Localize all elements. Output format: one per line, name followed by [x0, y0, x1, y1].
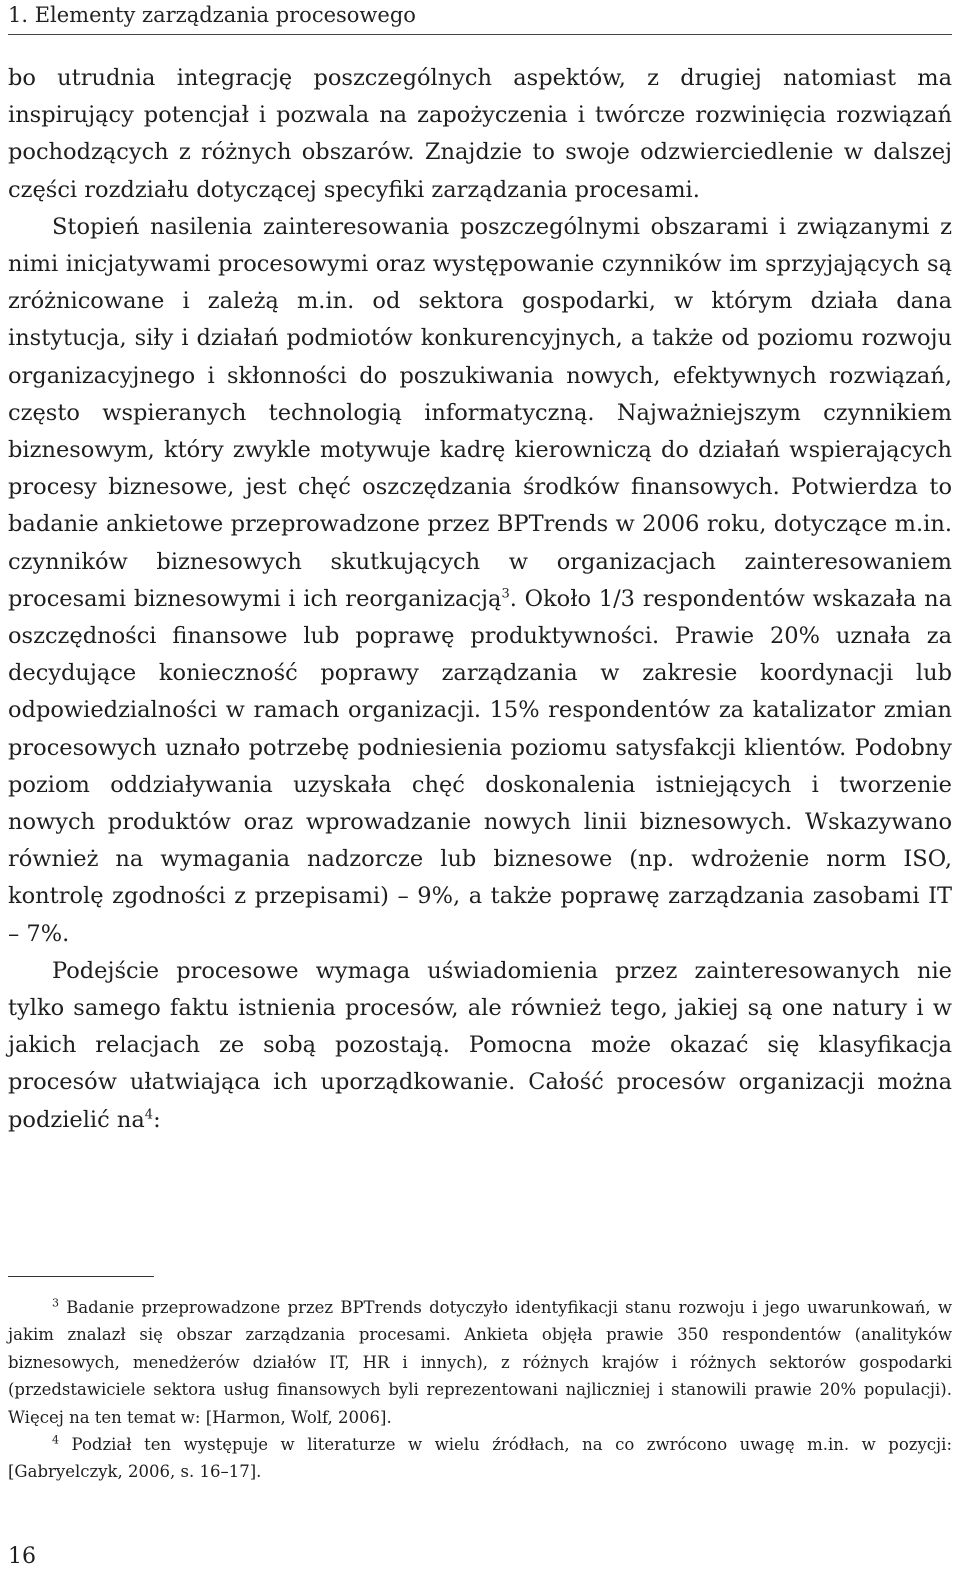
paragraph-3-text-b: : [153, 1106, 161, 1133]
page-number: 16 [8, 1544, 36, 1569]
footnote-ref-4[interactable]: 4 [144, 1107, 154, 1123]
main-text [8, 60, 952, 1139]
footnote-3 [8, 1294, 952, 1431]
running-title: 1. Elementy zarządzania procesowego [8, 3, 416, 27]
footnote-mark-4: 4 [52, 1433, 59, 1447]
paragraph-1 [8, 60, 952, 209]
running-header [8, 0, 952, 35]
footnote-separator [8, 1276, 154, 1277]
paragraph-3-text-a: Podejście procesowe wymaga uświadomienia przez zainteresowanych nie tylko samego faktu istnienia procesów, ale również tego, jakiej są one natury i w jakich relacjach ze sobą pozostają. Pomocna może okazać się klasyfikacja procesów ułatwiająca ich uporządkowanie. Całość procesów organizacji można podzielić na [8, 957, 952, 1133]
paragraph-1-text: bo utrudnia integrację poszczególnych aspektów, z drugiej natomiast ma inspirujący potencjał i pozwala na zapożyczenia i twórcze rozwinięcia rozwiązań pochodzących z różnych obszarów. Znajdzie to swoje odzwierciedlenie w dalszej części rozdziału dotyczącej specyfiki zarządzania procesami. [8, 65, 952, 203]
paragraph-2-text-b: . Około 1/3 respondentów wskazała na oszczędności finansowe lub poprawę produktywności. Prawie 20% uznała za decydujące konieczność poprawy zarządzania w zakresie koordynacji lub odpowiedzialności w ramach organizacji. 15% respondentów za katalizator zmian procesowych uznało potrzebę podniesienia poziomu satysfakcji klientów. Podobny poziom oddziaływania uzyskała chęć doskonalenia istniejących i tworzenie nowych produktów oraz wprowadzanie nowych linii biznesowych. Wskazywano również na wymagania nadzorcze lub biznesowe (np. wdrożenie norm ISO, kontrolę zgodności z przepisami) – 9%, a także poprawę zarządzania zasobami IT – 7%. [8, 585, 952, 947]
footnote-4-text: Podział ten występuje w literaturze w wielu źródłach, na co zwrócono uwagę m.in. w pozycji: [Gabryelczyk, 2006, s. 16–17]. [8, 1435, 952, 1482]
paragraph-3 [8, 953, 952, 1139]
paragraph-2-text-a: Stopień nasilenia zainteresowania poszczególnymi obszarami i związanymi z nimi inicjatywami procesowymi oraz występowanie czynników im sprzyjających są zróżnicowane i zależą m.in. od sektora gospodarki, w którym działa dana instytucja, siły i działań podmiotów konkurencyjnych, a także od poziomu rozwoju organizacyjnego i skłonności do poszukiwania nowych, efektywnych rozwiązań, często wspieranych technologią informatyczną. Najważniejszym czynnikiem biznesowym, który zwykle motywuje kadrę kierowniczą do działań wspierających procesy biznesowe, jest chęć oszczędzania środków finansowych. Potwierdza to badanie ankietowe przeprowadzone przez BPTrends w 2006 roku, dotyczące m.in. czynników biznesowych skutkujących w organizacjach zainteresowaniem procesami biznesowymi i ich reorganizacją [8, 213, 952, 612]
paragraph-2 [8, 209, 952, 953]
footnote-4 [8, 1431, 952, 1486]
footnote-mark-3: 3 [52, 1296, 59, 1310]
footnote-3-text: Badanie przeprowadzone przez BPTrends dotyczyło identyfikacji stanu rozwoju i jego uwarunkowań, w jakim znalazł się obszar zarządzania procesami. Ankieta objęła prawie 350 respondentów (analityków biznesowych, menedżerów działów IT, HR i innych), z różnych krajów i różnych sektorów gospodarki (przedstawiciele sektora usług finansowych byli reprezentowani najliczniej i stanowili prawie 20% populacji). Więcej na ten temat w: [Harmon, Wolf, 2006]. [8, 1298, 952, 1427]
footnote-ref-3[interactable]: 3 [501, 586, 510, 602]
footnotes [8, 1294, 952, 1486]
